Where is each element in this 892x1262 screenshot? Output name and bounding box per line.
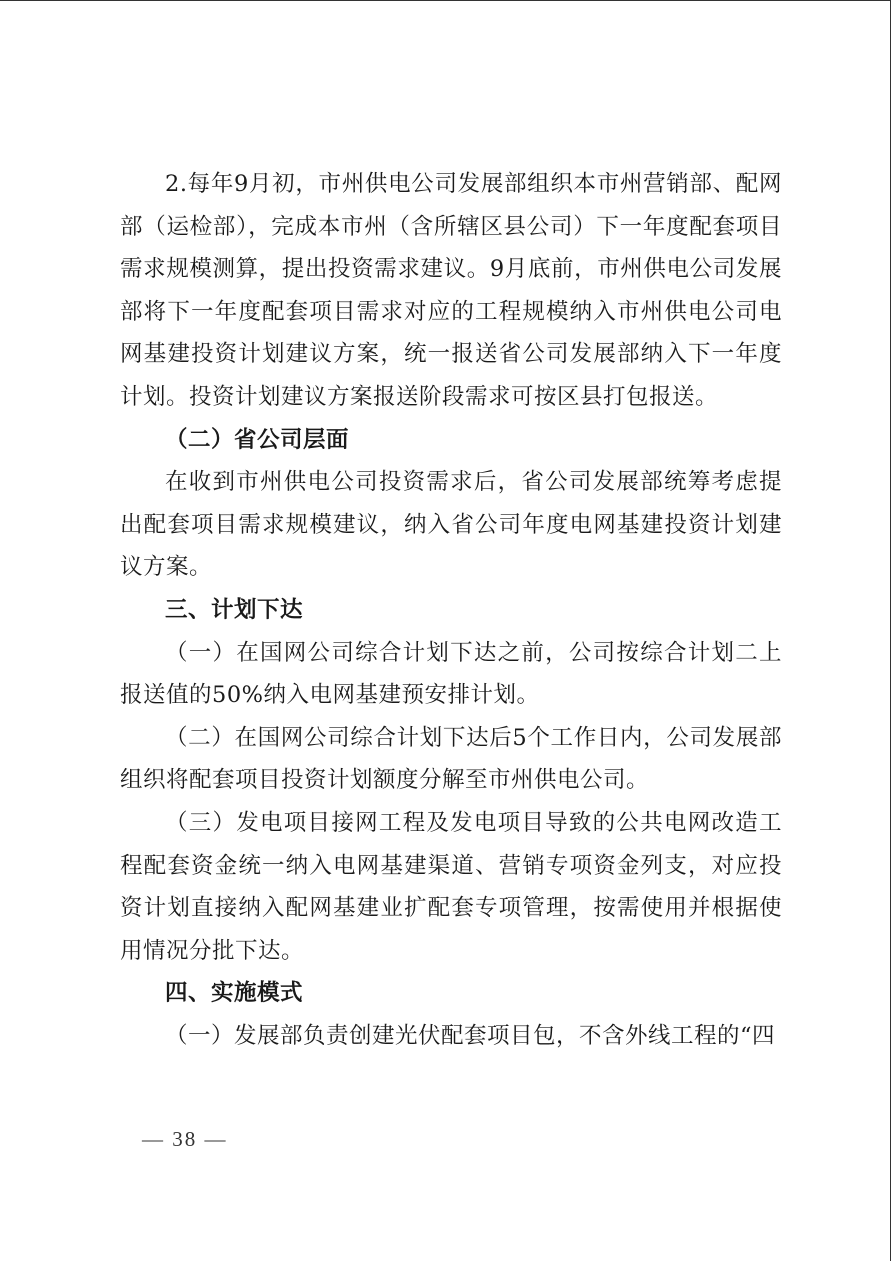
document-body [120,163,782,1057]
heading-implementation-mode: 四、实施模式 [165,980,304,1007]
paragraph-implementation-item-1: （一）发展部负责创建光伏配套项目包，不含外线工程的“四 [165,1022,776,1049]
paragraph-plan-item-1: （一）在国网公司综合计划下达之前，公司按综合计划二上报送值的50%纳入电网基建预安排计划。 [120,639,782,709]
paragraph-provincial-review: 在收到市州供电公司投资需求后，省公司发展部统筹考虑提出配套项目需求规模建议，纳入省公司年度电网基建投资计划建议方案。 [120,469,782,581]
paragraph-plan-item-2: （二）在国网公司综合计划下达后5个工作日内，公司发展部组织将配套项目投资计划额度分解至市州供电公司。 [120,724,782,794]
page-number: — 38 — [142,1127,228,1151]
heading-plan-issuance: 三、计划下达 [165,596,304,623]
paragraph-plan-item-3: （三）发电项目接网工程及发电项目导致的公共电网改造工程配套资金统一纳入电网基建渠道、营销专项资金列支，对应投资计划直接纳入配网基建业扩配套专项管理，按需使用并根据使用情况分批下达。 [120,809,782,964]
paragraph-annual-demand: 2.每年9月初，市州供电公司发展部组织本市州营销部、配网部（运检部），完成本市州（含所辖区县公司）下一年度配套项目需求规模测算，提出投资需求建议。9月底前，市州供电公司发展部将下一年度配套项目需求对应的工程规模纳入市州供电公司电网基建投资计划建议方案，统一报送省公司发展部纳入下一年度计划。投资计划建议方案报送阶段需求可按区县打包报送。 [120,171,782,410]
heading-provincial-level: （二）省公司层面 [165,426,350,453]
